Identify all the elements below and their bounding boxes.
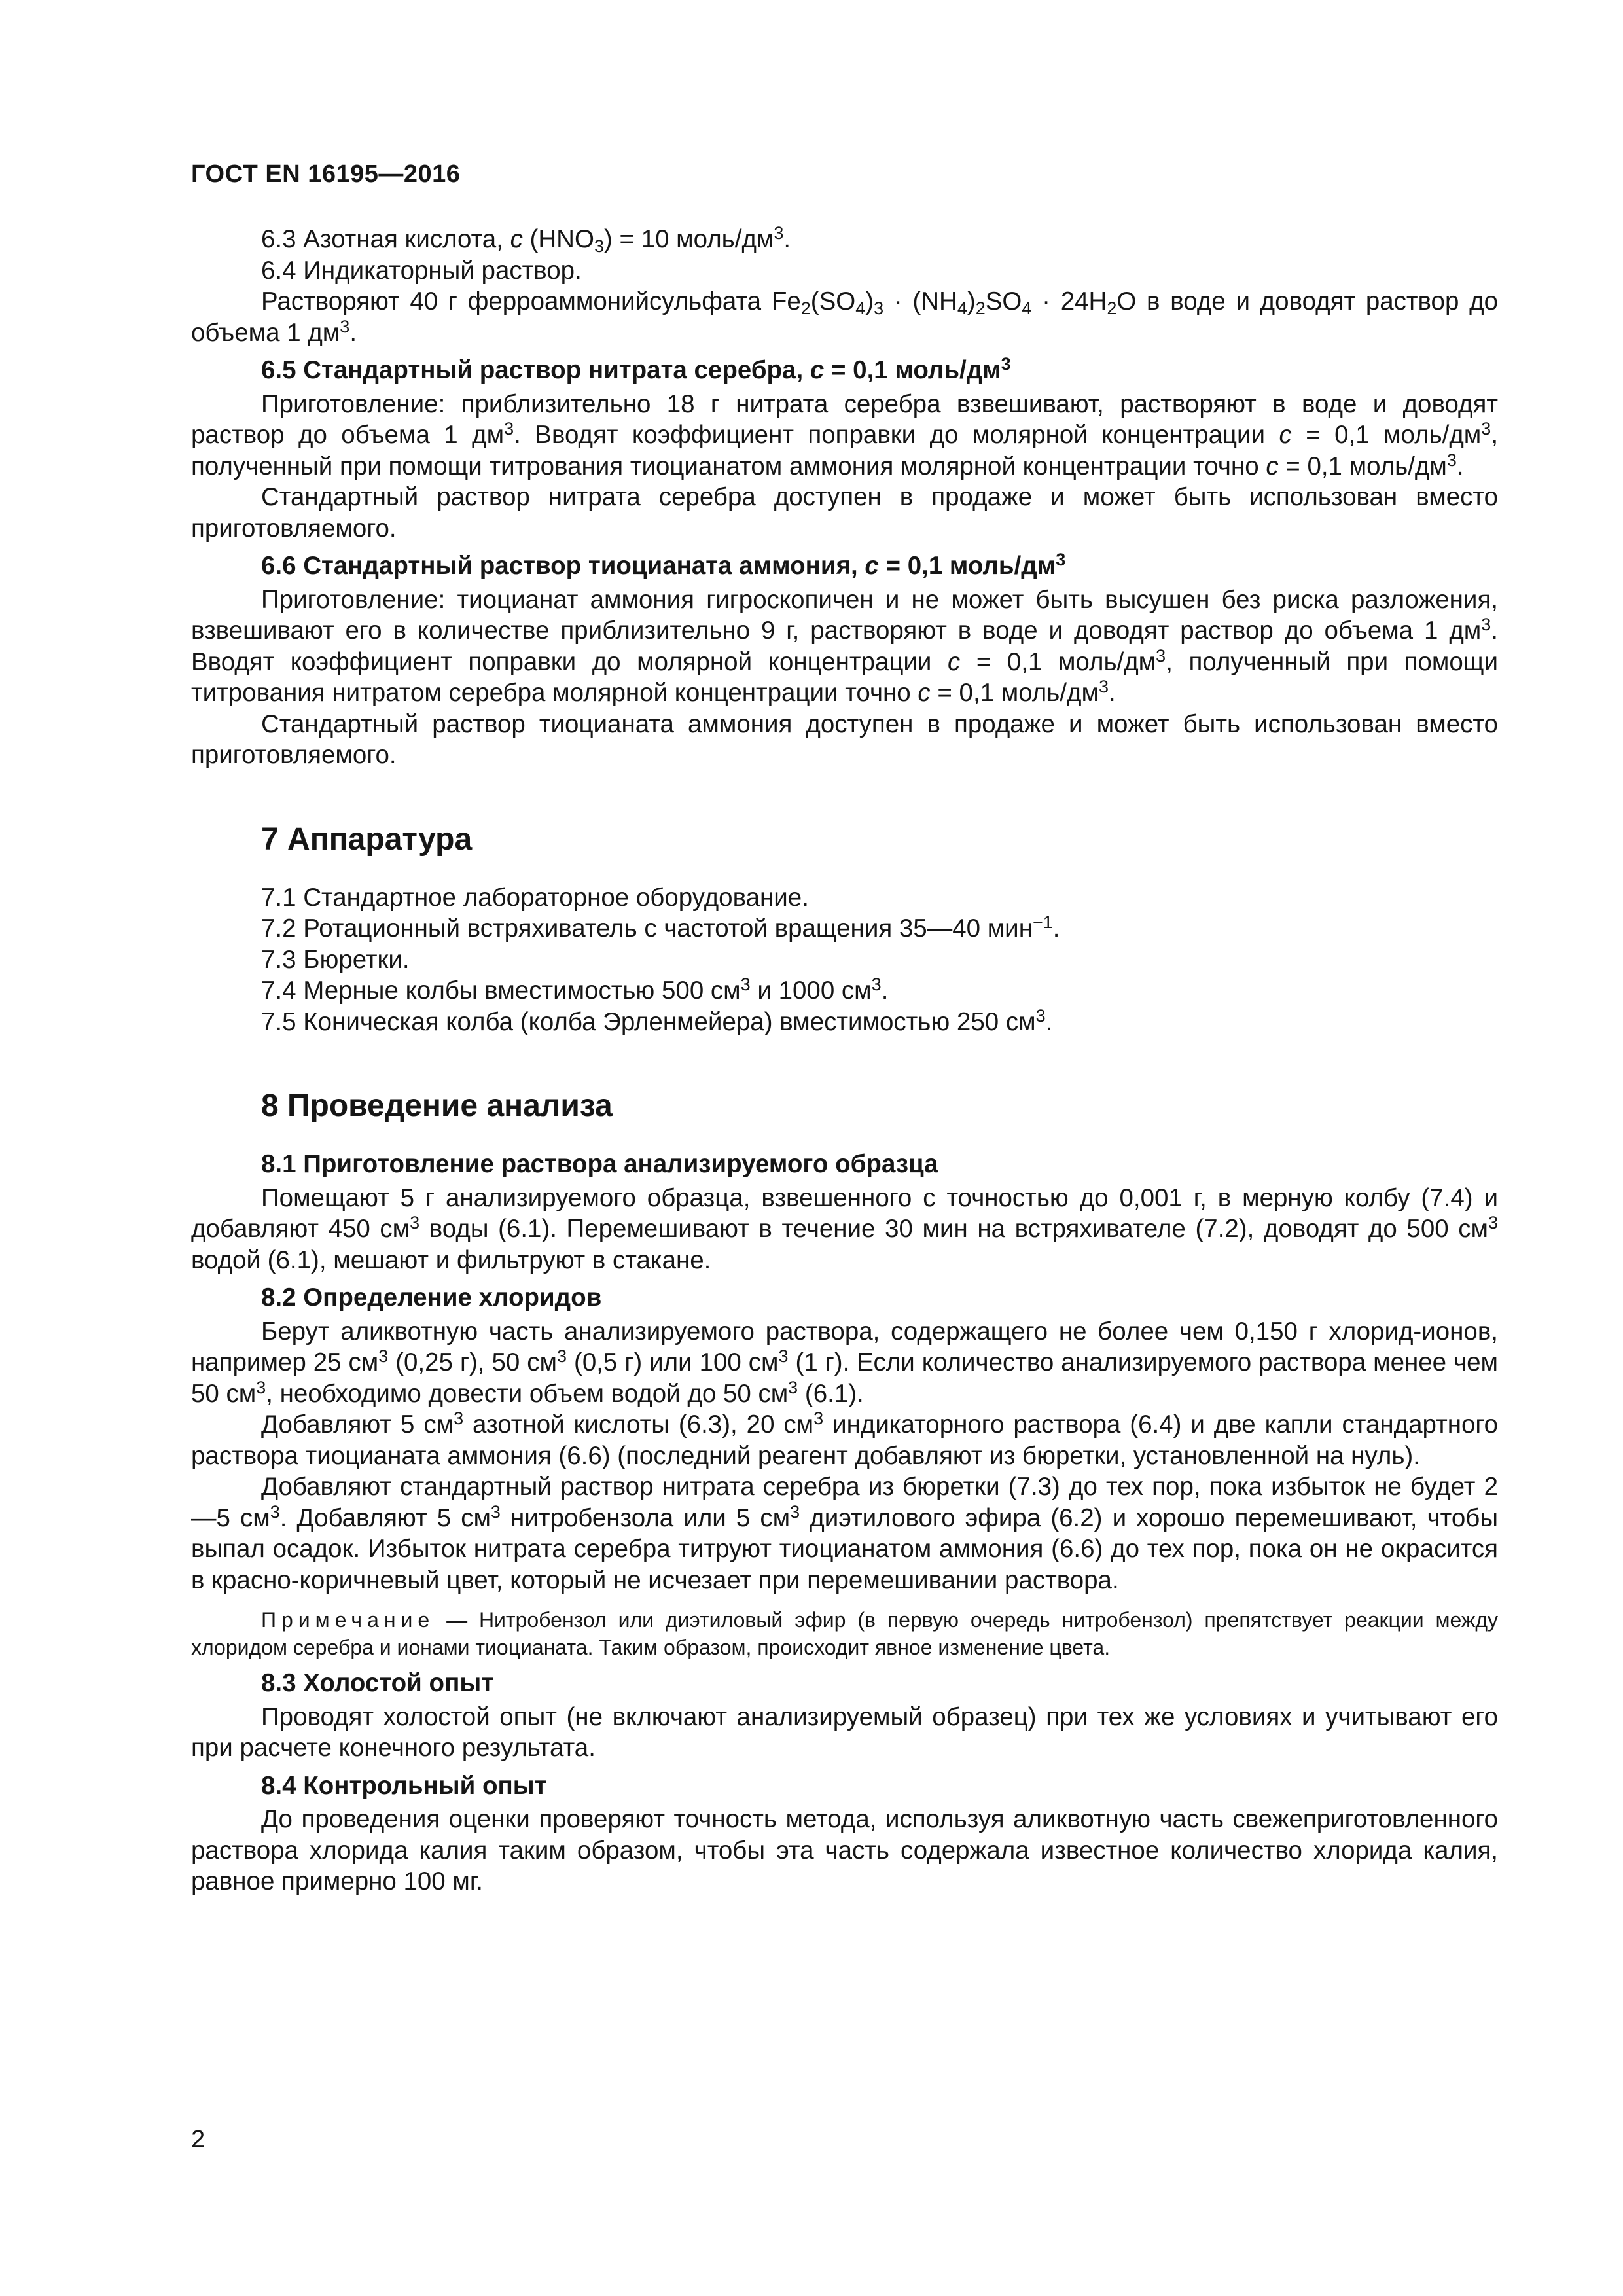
item-7-3: 7.3 Бюретки. xyxy=(261,945,410,974)
heading-8-4: 8.4 Контрольный опыт xyxy=(261,1771,547,1800)
heading-8-3: 8.3 Холостой опыт xyxy=(261,1669,494,1697)
paragraph-6-5-a: Приготовление: приблизительно 18 г нитрата серебра взвешивают, растворяют в воде и доводят раствор до объема 1 $дм^3$. Вводят коэффициент поправки до молярной концентрации c = 0,1 моль/$дм^3$, полученный при помощи титрования тиоцианатом аммония молярной концентрации точно c = 0,1 моль/$дм^3$. xyxy=(191,389,1499,480)
item-7-1: 7.1 Стандартное лабораторное оборудование. xyxy=(261,883,809,912)
item-7-4: 7.4 Мерные колбы вместимостью 500 $см^3$ и 1000 $см^3$. xyxy=(261,975,889,1005)
document-body xyxy=(191,224,1498,1897)
section-8-title: 8 Проведение анализа xyxy=(261,1088,613,1123)
heading-8-2: 8.2 Определение хлоридов xyxy=(261,1283,602,1312)
section-7-title: 7 Аппаратура xyxy=(261,821,473,857)
document-header: ГОСТ EN 16195—2016 xyxy=(191,160,461,188)
paragraph-8-4: До проведения оценки проверяют точность метода, используя аликвотную часть свежеприготовленного раствора хлорида калия таким образом, чтобы эта часть содержала известное количество хлорида калия, равное примерно 100 мг. xyxy=(191,1805,1498,1895)
paragraph-8-2-c: Добавляют стандартный раствор нитрата серебра из бюретки (7.3) до тех пор, пока избыток не будет 2—5 $см^3$. Добавляют 5 $см^3$ нитробензола или 5 $см^3$ диэтилового эфира (6.2) и хорошо перемешивают, чтобы выпал осадок. Избыток нитрата серебра титруют тиоцианатом аммония (6.6) до тех пор, пока он не окрасится в красно-коричневый цвет, который не исчезает при перемешивании раствора. xyxy=(191,1473,1498,1594)
heading-6-5: 6.5 Стандартный раствор нитрата серебра, c = 0,1 моль/$дм^3$ xyxy=(261,354,1011,384)
paragraph-8-1: Помещают 5 г анализируемого образца, взвешенного с точностью до 0,001 г, в мерную колбу (7.4) и добавляют 450 $см^3$ воды (6.1). Перемешивают в течение 30 мин на встряхивателе (7.2), доводят до 500 $см^3$ водой (6.1), мешают и фильтруют в стакане. xyxy=(191,1183,1498,1274)
heading-6-6: 6.6 Стандартный раствор тиоцианата аммония, c = 0,1 моль/$дм^3$ xyxy=(261,550,1066,580)
paragraph-8-3: Проводят холостой опыт (не включают анализируемый образец) при тех же условиях и учитывают его при расчете конечного результата. xyxy=(191,1702,1498,1762)
note-8-2: Примечание — Нитробензол или диэтиловый эфир (в первую очередь нитробензол) препятствует реакции между хлоридом серебра и ионами тиоцианата. Таким образом, происходит явное изменение цвета. xyxy=(191,1608,1498,1659)
heading-8-1: 8.1 Приготовление раствора анализируемого образца xyxy=(261,1150,938,1178)
note-label: Примечание xyxy=(261,1608,435,1632)
paragraph-6-6-b: Стандартный раствор тиоцианата аммония доступен в продаже и может быть использован вместо приготовляемого. xyxy=(191,709,1498,769)
item-7-2: 7.2 Ротационный встряхиватель с частотой вращения 35—40 мин$^{-1}$. xyxy=(261,912,1060,942)
paragraph-8-2-b: Добавляют 5 $см^3$ азотной кислоты (6.3), 20 $см^3$ индикаторного раствора (6.4) и две капли стандартного раствора тиоцианата аммония (6.6) (последний реагент добавляют из бюретки, установленной на нуль). xyxy=(191,1408,1498,1470)
paragraph-6-6-a: Приготовление: тиоцианат аммония гигроскопичен и не может быть высушен без риска разложения, взвешивают его в количестве приблизительно 9 г, растворяют в воде и доводят раствор до объема 1 $дм^3$. Вводят коэффициент поправки до молярной концентрации c = 0,1 моль/$дм^3$, полученный при помощи титрования нитратом серебра молярной концентрации точно c = 0,1 моль/$дм^3$. xyxy=(191,585,1498,707)
paragraph-6-5-b: Стандартный раствор нитрата серебра доступен в продаже и может быть использован вместо приготовляемого. xyxy=(191,483,1498,543)
item-6-4-text: Растворяют 40 г ферроаммонийсульфата $Fe_2(SO_4)_3 \cdot (NH_4)_2SO_4 \cdot 24H_2O$ в воде и доводят раствор до объема 1 $дм^3$. xyxy=(191,287,1498,347)
paragraph-8-2-a: Берут аликвотную часть анализируемого раствора, содержащего не более чем 0,150 г хлорид-ионов, например 25 $см^3$ (0,25 г), 50 $см^3$ (0,5 г) или 100 $см^3$ (1 г). Если количество анализируемого раствора менее чем 50 $см^3$, необходимо довести объем водой до 50 $см^3$ (6.1). xyxy=(191,1317,1498,1408)
item-7-5: 7.5 Коническая колба (колба Эрленмейера) вместимостью 250 $см^3$. xyxy=(261,1005,1053,1036)
page-number: 2 xyxy=(191,2126,205,2153)
item-6-3: 6.3 Азотная кислота, c $(HNO_3) = 10$ моль/$дм^3$. xyxy=(261,223,791,256)
item-6-4: 6.4 Индикаторный раствор. xyxy=(261,256,582,285)
